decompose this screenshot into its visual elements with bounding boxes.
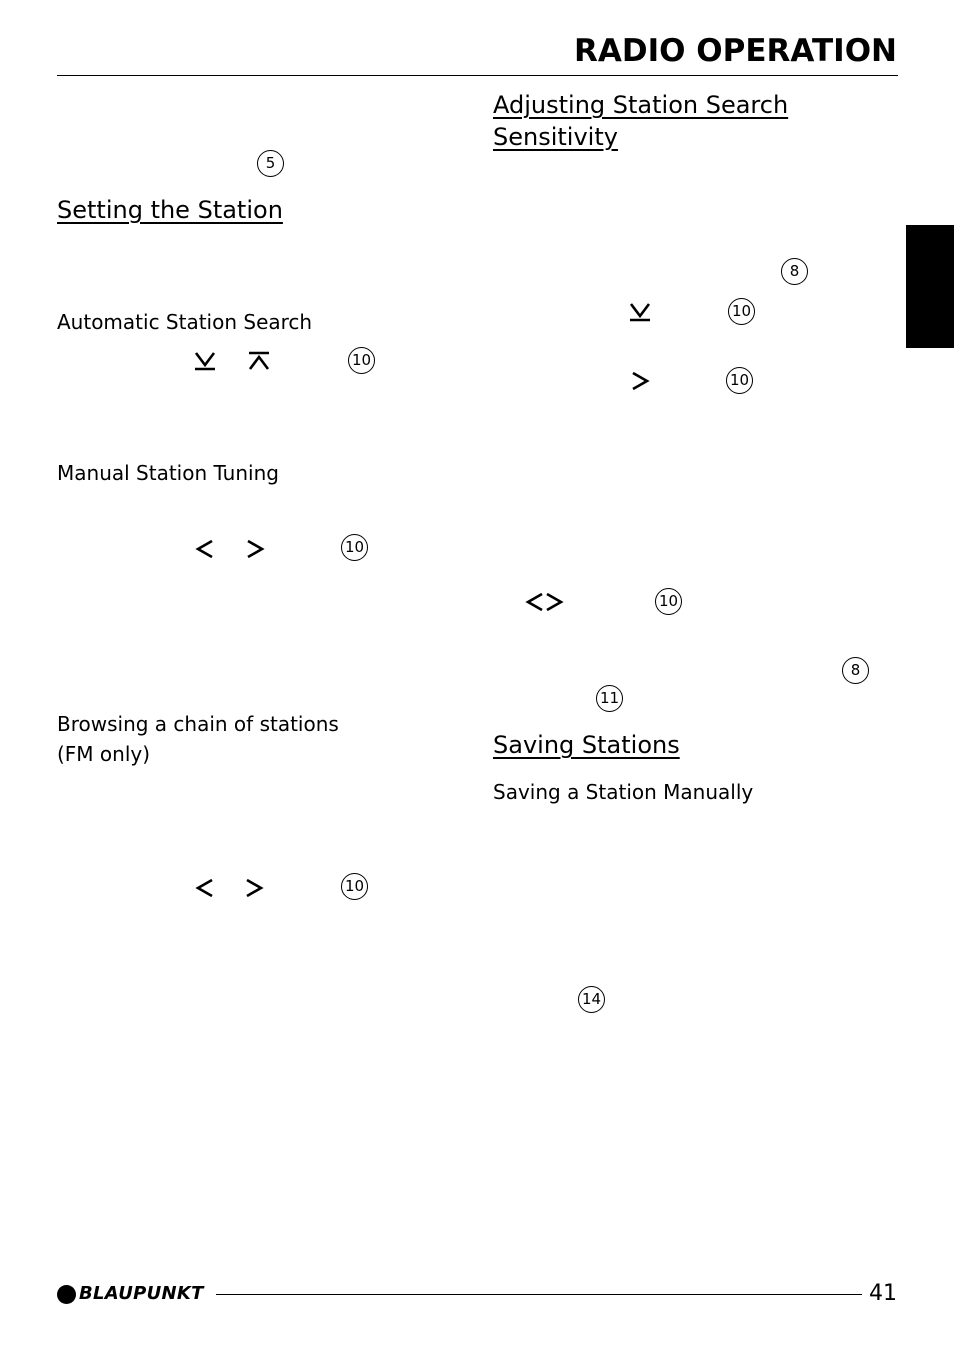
ref-number-circle: 10 bbox=[726, 367, 753, 394]
section-heading-saving-stations: Saving Stations bbox=[493, 731, 680, 759]
ref-number-circle: 10 bbox=[341, 873, 368, 900]
down-arrow-key-icon bbox=[193, 350, 217, 372]
ref-number-circle: 11 bbox=[596, 685, 623, 712]
right-arrow-key-icon bbox=[243, 538, 267, 560]
subheading-saving-manually: Saving a Station Manually bbox=[493, 780, 754, 804]
right-arrow-key-icon bbox=[542, 591, 566, 613]
left-arrow-key-icon bbox=[193, 877, 217, 899]
ref-number-circle: 10 bbox=[341, 534, 368, 561]
ref-number-circle: 14 bbox=[578, 986, 605, 1013]
ref-number-circle: 8 bbox=[781, 258, 808, 285]
subheading-automatic-search: Automatic Station Search bbox=[57, 310, 313, 334]
brand-dot-icon bbox=[57, 1285, 76, 1304]
subheading-browsing-line2: (FM only) bbox=[57, 742, 151, 766]
left-arrow-key-icon bbox=[193, 538, 217, 560]
subheading-manual-tuning: Manual Station Tuning bbox=[57, 461, 279, 485]
brand-name: BLAUPUNKT bbox=[79, 1283, 204, 1304]
section-heading-adjusting-line2: Sensitivity bbox=[493, 123, 618, 151]
right-arrow-key-icon bbox=[628, 370, 652, 392]
section-heading-adjusting-line1: Adjusting Station Search bbox=[493, 91, 789, 119]
ref-number-circle: 10 bbox=[728, 298, 755, 325]
ref-number-circle: 10 bbox=[348, 347, 375, 374]
down-arrow-key-icon bbox=[628, 301, 652, 323]
subheading-browsing-line1: Browsing a chain of stations bbox=[57, 712, 339, 736]
ref-number-circle: 8 bbox=[842, 657, 869, 684]
title-divider bbox=[57, 75, 898, 76]
up-arrow-key-icon bbox=[247, 350, 271, 372]
footer-divider bbox=[216, 1294, 862, 1295]
ref-number-circle: 10 bbox=[655, 588, 682, 615]
right-arrow-key-icon bbox=[242, 877, 266, 899]
ref-number-circle: 5 bbox=[257, 150, 284, 177]
page-number: 41 bbox=[869, 1281, 897, 1306]
section-heading-setting-station: Setting the Station bbox=[57, 196, 283, 224]
brand-logo bbox=[57, 1283, 204, 1305]
page-title: RADIO OPERATION bbox=[574, 33, 897, 69]
side-tab-marker bbox=[906, 225, 954, 348]
